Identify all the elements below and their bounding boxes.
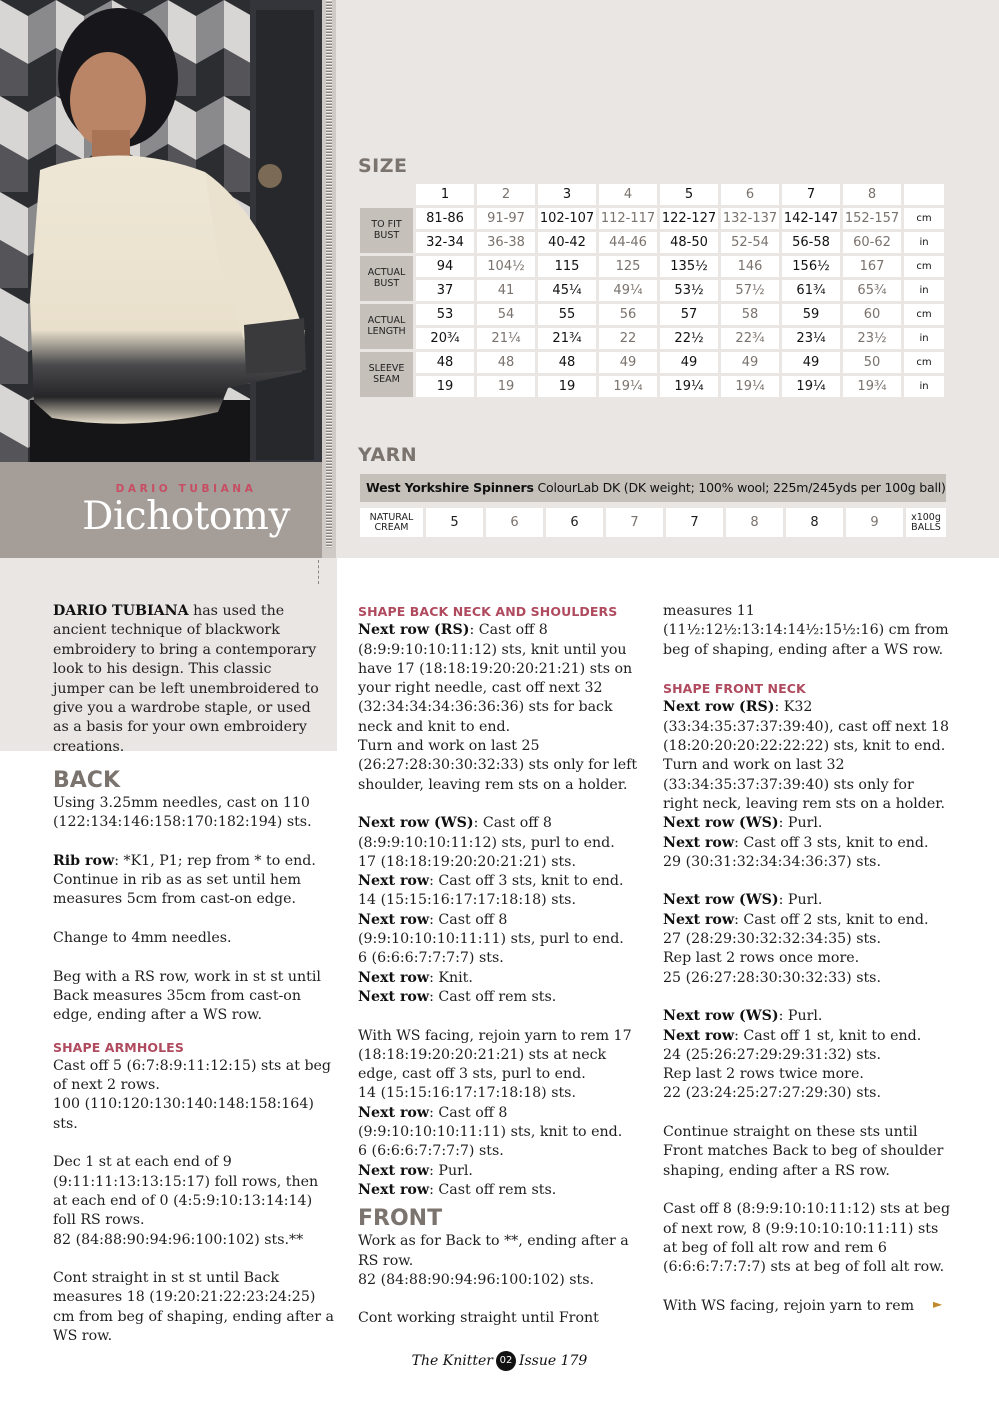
- page-number: 02: [496, 1351, 516, 1371]
- size-number: 7: [782, 184, 840, 205]
- column-front-neck: [663, 602, 953, 1335]
- cell: 49: [782, 352, 840, 373]
- cell: 57½: [721, 280, 779, 301]
- cell: 49: [660, 352, 718, 373]
- cell: 91-97: [477, 208, 535, 229]
- back-neck-heading: SHAPE BACK NECK AND SHOULDERS: [358, 604, 618, 619]
- size-number: 2: [477, 184, 535, 205]
- column-neck-front: [358, 602, 642, 1348]
- unit-cell: in: [904, 232, 944, 253]
- cell: 53½: [660, 280, 718, 301]
- cell: 19: [416, 376, 474, 397]
- cell: 115: [538, 256, 596, 277]
- front-shoulder: Cast off 8 (8:9:9:10:10:11:12) sts at beg of next row, 8 (9:9:10:10:10:11:11) sts at beg of foll alt row and rem 6 (6:6:6:7:7:7:7) sts at beg of foll alt row.: [663, 1201, 951, 1276]
- cell: 56-58: [782, 232, 840, 253]
- ball-count: 6: [486, 508, 543, 537]
- cell: 122-127: [660, 208, 718, 229]
- cell: 19: [538, 376, 596, 397]
- cell: 45¼: [538, 280, 596, 301]
- armholes-heading: SHAPE ARMHOLES: [53, 1039, 184, 1055]
- cut-line: [318, 560, 320, 584]
- cell: 132-137: [721, 208, 779, 229]
- ball-count: 9: [846, 508, 903, 537]
- cell: 19¼: [782, 376, 840, 397]
- back-rib: Rib row: *K1, P1; rep from * to end. Continue in rib as as set until hem measures 5cm from cast-on edge.: [53, 852, 316, 908]
- cell: 36-38: [477, 232, 535, 253]
- size-number: 1: [416, 184, 474, 205]
- measurement-row: [360, 376, 944, 397]
- cell: 22½: [660, 328, 718, 349]
- cell: 21¼: [477, 328, 535, 349]
- cell: 19¾: [843, 376, 901, 397]
- zipper-decoration: [322, 0, 336, 558]
- cell: 57: [660, 304, 718, 325]
- row-label: ACTUAL BUST: [360, 256, 413, 301]
- ball-count: 5: [426, 508, 483, 537]
- yarn-heading: YARN: [358, 444, 418, 466]
- cell: 32-34: [416, 232, 474, 253]
- ball-count: 8: [726, 508, 783, 537]
- cell: 167: [843, 256, 901, 277]
- cell: 102-107: [538, 208, 596, 229]
- column-back: [53, 768, 335, 1366]
- measurement-row: [360, 352, 944, 373]
- yarn-table: [357, 505, 949, 540]
- cell: 48-50: [660, 232, 718, 253]
- ball-unit: x100g BALLS: [906, 508, 946, 537]
- neck-row-1: Next row (RS): Cast off 8 (8:9:9:10:10:11:12) sts, knit until you have 17 (18:18:19:20:20:21:21) sts on your right needle, cast off next 32 (32:34:34:34:36:36:36) sts for back neck and knit to end. Turn and work on last 25 (26:27:28:30:30:32:33) sts only for left shoulder, leaving rem sts on a holder.: [358, 622, 638, 793]
- unit-cell: in: [904, 328, 944, 349]
- cell: 135½: [660, 256, 718, 277]
- cell: 21¾: [538, 328, 596, 349]
- measurement-row: [360, 208, 944, 229]
- ball-count: 7: [606, 508, 663, 537]
- unit-cell: cm: [904, 304, 944, 325]
- front-intro: Work as for Back to **, ending after a RS row. 82 (84:88:90:94:96:100:102) sts.: [358, 1233, 629, 1288]
- cell: 112-117: [599, 208, 657, 229]
- cell: 41: [477, 280, 535, 301]
- cell: 19¼: [721, 376, 779, 397]
- cell: 48: [477, 352, 535, 373]
- back-stst: Beg with a RS row, work in st st until Back measures 35cm from cast-on edge, ending after a WS row.: [53, 968, 321, 1024]
- front-neck-rows-3: Next row (WS): Purl. Next row: Cast off 1 st, knit to end. 24 (25:26:27:29:29:31:32) sts. Rep last 2 rows twice more. 22 (23:24:25:27:27:29:30) sts.: [663, 1008, 922, 1102]
- yarn-description: West Yorkshire Spinners ColourLab DK (DK weight; 100% wool; 225m/245yds per 100g ball): [360, 474, 946, 502]
- cell: 20¾: [416, 328, 474, 349]
- cell: 146: [721, 256, 779, 277]
- size-number: 3: [538, 184, 596, 205]
- cell: 52-54: [721, 232, 779, 253]
- back-cast-on: Using 3.25mm needles, cast on 110 (122:134:146:158:170:182:194) sts.: [53, 795, 312, 831]
- front-neck-heading: SHAPE FRONT NECK: [663, 681, 806, 697]
- front-neck-rows: Next row (RS): K32 (33:34:35:37:37:39:40), cast off next 18 (18:20:20:20:22:22:22) sts, knit to end. Turn and work on last 32 (33:34:35:37:37:39:40) sts only for right neck, leaving rem sts on a holder. Next row (WS): Purl. Next row: Cast off 3 sts, knit to end. 29 (30:31:32:34:34:36:37) sts.: [663, 699, 949, 870]
- page-footer: The Knitter 02 Issue 179: [411, 1353, 588, 1369]
- continue-arrow-icon: ►: [933, 1297, 943, 1311]
- cell: 59: [782, 304, 840, 325]
- cell: 94: [416, 256, 474, 277]
- cell: 56: [599, 304, 657, 325]
- cell: 44-46: [599, 232, 657, 253]
- neck-rows-left: Next row (WS): Cast off 8 (8:9:9:10:10:11:12) sts, purl to end. 17 (18:18:19:20:20:21:21) sts. Next row: Cast off 3 sts, knit to end. 14 (15:15:16:17:17:18:18) sts. Next row: Cast off 8 (9:9:10:10:10:11:11) sts, purl to end. 6 (6:6:6:7:7:7:7) sts. Next row: Knit. Next row: Cast off rem sts.: [358, 815, 624, 1005]
- measurement-row: [360, 280, 944, 301]
- back-heading: BACK: [53, 768, 120, 793]
- cell: 58: [721, 304, 779, 325]
- cell: 40-42: [538, 232, 596, 253]
- armholes-dec: Dec 1 st at each end of 9 (9:11:11:13:13:15:17) foll rows, then at each end of 0 (4:5:9:10:13:14:14) foll RS rows. 82 (84:88:90:94:96:100:102) sts.**: [53, 1154, 319, 1248]
- unit-cell: cm: [904, 256, 944, 277]
- model-photo: [0, 0, 322, 462]
- cell: 23½: [843, 328, 901, 349]
- cell: 142-147: [782, 208, 840, 229]
- cell: 55: [538, 304, 596, 325]
- unit-cell: cm: [904, 352, 944, 373]
- cell: 49¼: [599, 280, 657, 301]
- intro-text: DARIO TUBIANA has used the ancient technique of blackwork embroidery to bring a contemporary look to his design. This classic jumper can be left unembroidered to give you a wardrobe staple, or used as a basis for your own embroidery creations.: [53, 603, 319, 755]
- cell: 48: [416, 352, 474, 373]
- cell: 19¼: [660, 376, 718, 397]
- cell: 81-86: [416, 208, 474, 229]
- cell: 60-62: [843, 232, 901, 253]
- cell: 50: [843, 352, 901, 373]
- front-heading: FRONT: [358, 1206, 443, 1232]
- cell: 53: [416, 304, 474, 325]
- measurement-row: [360, 256, 944, 277]
- cell: 49: [599, 352, 657, 373]
- cell: 61¾: [782, 280, 840, 301]
- size-table: [357, 181, 947, 400]
- measurement-row: [360, 232, 944, 253]
- front-neck-rows-2: Next row (WS): Purl. Next row: Cast off 2 sts, knit to end. 27 (28:29:30:32:32:34:35) sts. Rep last 2 rows once more. 25 (26:27:28:30:30:32:33) sts.: [663, 892, 929, 986]
- cell: 125: [599, 256, 657, 277]
- ball-count: 7: [666, 508, 723, 537]
- cell: 152-157: [843, 208, 901, 229]
- size-number: 8: [843, 184, 901, 205]
- row-label: TO FIT BUST: [360, 208, 413, 253]
- neck-rows-right: With WS facing, rejoin yarn to rem 17 (18:18:19:20:20:21:21) sts at neck edge, cast off 3 sts, purl to end. 14 (15:15:16:17:17:18:18) sts. Next row: Cast off 8 (9:9:10:10:10:11:11) sts, knit to end. 6 (6:6:6:7:7:7:7) sts. Next row: Purl. Next row: Cast off rem sts.: [358, 1027, 632, 1198]
- cell: 22: [599, 328, 657, 349]
- measurement-row: [360, 328, 944, 349]
- cell: 104½: [477, 256, 535, 277]
- front-straight: Continue straight on these sts until Front matches Back to beg of shoulder shaping, ending after a RS row.: [663, 1124, 944, 1179]
- ball-count: 6: [546, 508, 603, 537]
- front-measure: measures 11 (11½:12½:13:14:14½:15½:16) cm from beg of shaping, ending after a WS row.: [663, 603, 949, 658]
- ball-count: 8: [786, 508, 843, 537]
- designer-label: DARIO TUBIANA: [115, 483, 257, 495]
- cell: 49: [721, 352, 779, 373]
- row-label: SLEEVE SEAM: [360, 352, 413, 397]
- yarn-row: [360, 508, 946, 537]
- row-label: ACTUAL LENGTH: [360, 304, 413, 349]
- cell: 19¼: [599, 376, 657, 397]
- size-number: 5: [660, 184, 718, 205]
- size-number: 4: [599, 184, 657, 205]
- armholes-castoff: Cast off 5 (6:7:8:9:11:12:15) sts at beg of next 2 rows. 100 (110:120:130:140:148:158:164) sts.: [53, 1057, 332, 1132]
- unit-cell: cm: [904, 208, 944, 229]
- front-rejoin: With WS facing, rejoin yarn to rem: [663, 1297, 915, 1314]
- cell: 48: [538, 352, 596, 373]
- cell: 156½: [782, 256, 840, 277]
- cell: 54: [477, 304, 535, 325]
- back-cont: Cont straight in st st until Back measures 18 (19:20:21:22:23:24:25) cm from beg of shaping, ending after a WS row.: [53, 1270, 334, 1345]
- unit-cell: in: [904, 280, 944, 301]
- cell: 37: [416, 280, 474, 301]
- cell: 22¾: [721, 328, 779, 349]
- cell: 23¼: [782, 328, 840, 349]
- cell: 65¾: [843, 280, 901, 301]
- unit-cell: in: [904, 376, 944, 397]
- pattern-title: Dichotomy: [82, 494, 290, 539]
- cell: 60: [843, 304, 901, 325]
- cell: 19: [477, 376, 535, 397]
- shade-label: NATURAL CREAM: [360, 508, 423, 537]
- measurement-row: [360, 304, 944, 325]
- front-cont: Cont working straight until Front: [358, 1310, 599, 1327]
- size-number: 6: [721, 184, 779, 205]
- back-needles: Change to 4mm needles.: [53, 930, 232, 947]
- size-header-row: [360, 184, 944, 205]
- size-heading: SIZE: [358, 155, 408, 177]
